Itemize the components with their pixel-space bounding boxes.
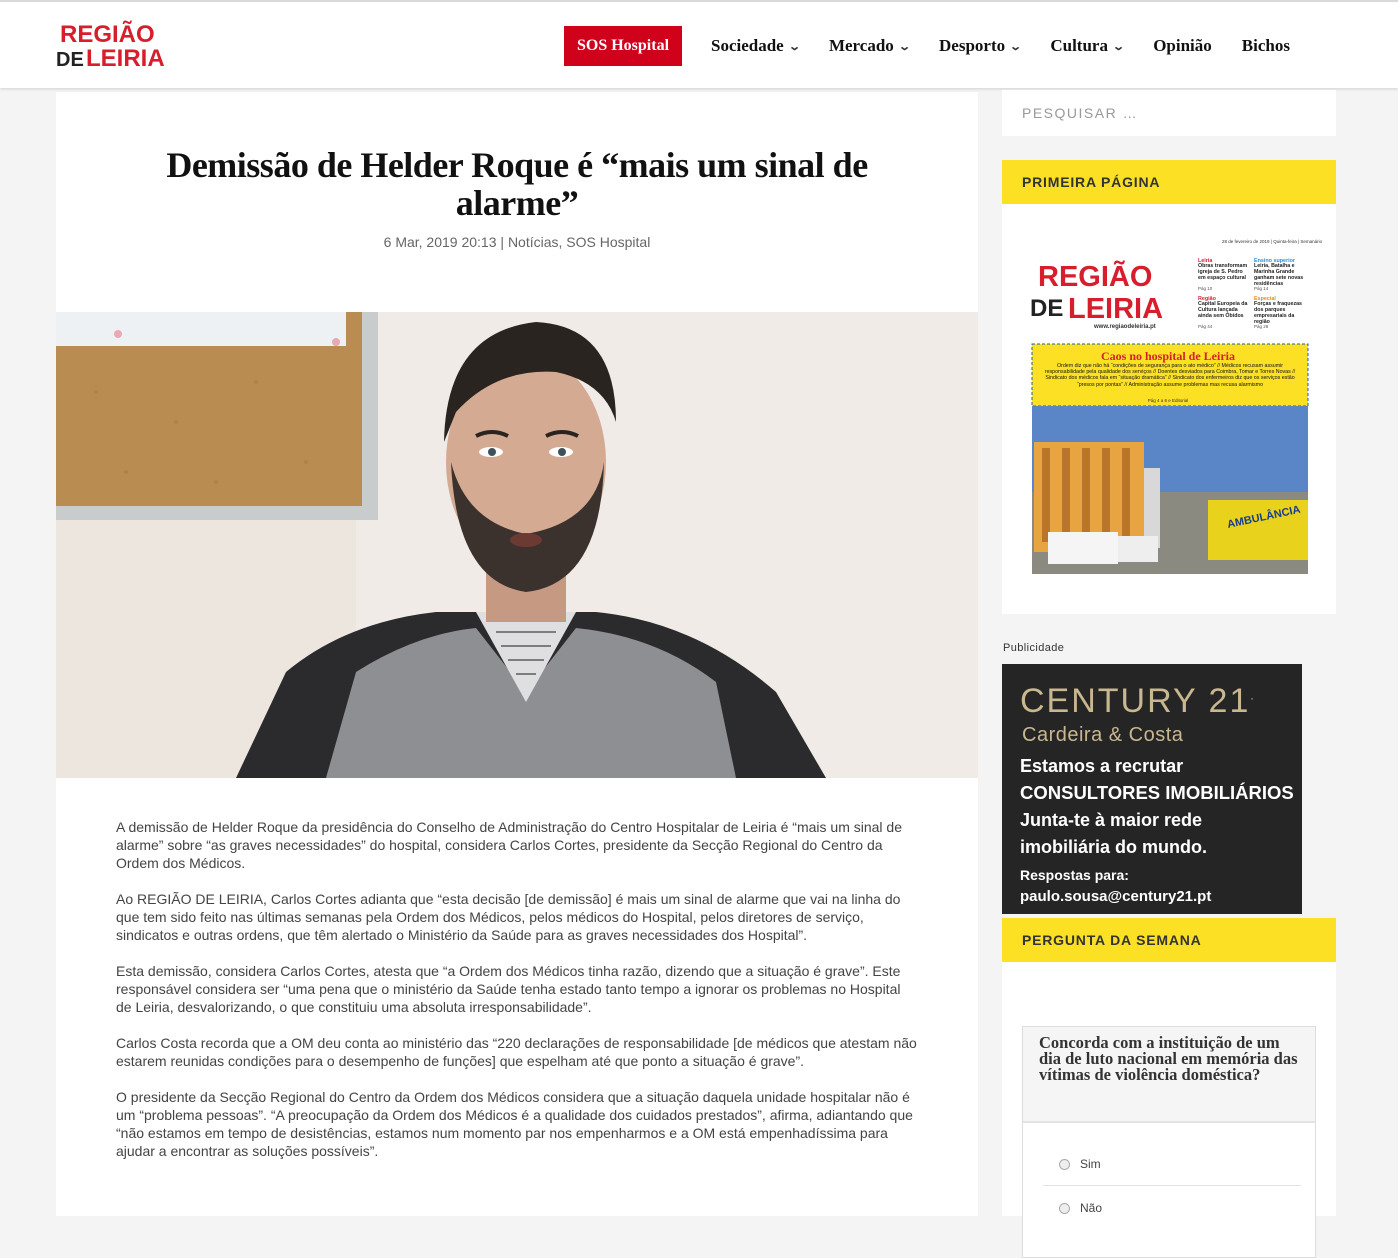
- ad-line: Junta-te à maior rede: [1020, 810, 1203, 830]
- teaser-tag: Região: [1198, 296, 1216, 302]
- article-body: [116, 818, 918, 1178]
- ad-line: Respostas para:: [1020, 867, 1129, 883]
- newspaper-cover-image: [1028, 232, 1323, 574]
- frontpage-url: www.regiaodeleiria.pt: [1094, 324, 1156, 330]
- chevron-down-icon: ⌄: [787, 40, 801, 53]
- article-photo: [56, 312, 978, 778]
- teaser-page: Pág 10: [1198, 286, 1213, 291]
- frontpage-page-ref: Pág 4 a 6 e Editorial: [1147, 398, 1189, 403]
- teaser-text: Leiria, Batalha e Marinha Grande ganham sete novas residências: [1254, 263, 1304, 287]
- teaser-text: Capital Europeia da Cultura lançada ainda sem Óbidos: [1198, 301, 1248, 319]
- nav-item-cultura[interactable]: [1050, 36, 1126, 56]
- article-paragraph: Ao REGIÃO DE LEIRIA, Carlos Cortes adianta que “esta decisão [de demissão] é mais um sinal de alarme que vai na linha do que tem sido feito nas últimas semanas pela Ordem dos Médicos, pelos médicos do Hospital, pelos diretores de serviço, sindicatos e outras ordens, que têm alertado o Ministério da Saúde para as graves necessidades dos Hospital”.: [116, 891, 901, 943]
- widget-title-poll: PERGUNTA DA SEMANA: [1002, 918, 1336, 962]
- article-title: Demissão de Helder Roque é “mais um sinal de alarme”: [166, 145, 868, 223]
- poll-option-label: Sim: [1080, 1157, 1101, 1171]
- nav-item-bichos[interactable]: [1242, 36, 1290, 56]
- ad-brand-mark: .: [1250, 688, 1256, 703]
- logo-regiao: REGIÃO: [60, 21, 155, 48]
- category-link-sos-hospital[interactable]: SOS Hospital: [566, 234, 651, 250]
- nav-label: Cultura: [1050, 36, 1108, 55]
- nav-item-sociedade[interactable]: [711, 36, 799, 56]
- article-paragraph: Carlos Costa recorda que a OM deu conta ao ministério das “220 declarações de responsabilidade [de médicos que atestam não estarem reunidas condições para o desempenho de funções] que espelham até que ponto a situação é grave”.: [116, 1035, 917, 1069]
- ad-email: paulo.sousa@century21.pt: [1020, 888, 1212, 905]
- ad-label: Publicidade: [1003, 642, 1065, 654]
- frontpage-ambulance-text: AMBULÂNCIA: [1226, 503, 1302, 531]
- nav-label: Mercado: [828, 36, 894, 55]
- teaser-text: Obras transformam igreja de S. Pedro em espaço cultural: [1198, 263, 1248, 281]
- search-box: [1002, 90, 1336, 136]
- frontpage-subtext: Ordem diz que não há “condições de segurança para o ato médico” // Médicos recusam assumir responsabilidade pela qualidade dos serviços // Doentes desviados para Coimbra, Tomar e Torres Novas // Sindicato dos médicos fala em “situação dramática” // Sindicato dos enfermeiros diz que os serviços estão “presos por pontas” // Administração assume problemas mas recusa alarmismo: [1044, 363, 1296, 388]
- frontpage-date: 28 de fevereiro de 2019 | Quinta-feira | Semanário: [1222, 239, 1323, 244]
- frontpage-masthead-de: DE: [1030, 295, 1064, 322]
- nav-item-opiniao[interactable]: [1153, 36, 1212, 56]
- teaser-page: Pág 44: [1198, 324, 1213, 329]
- meta-comma: ,: [558, 234, 563, 250]
- teaser-tag: Ensino superior: [1254, 258, 1296, 264]
- ad-brand-name: CENTURY 21: [1020, 682, 1251, 720]
- article: [56, 92, 978, 1216]
- frontpage-headline: Caos no hospital de Leiria: [1100, 349, 1236, 363]
- site-logo[interactable]: [56, 22, 186, 74]
- meta-separator: |: [500, 234, 505, 250]
- ad-agency: Cardeira & Costa: [1022, 724, 1184, 746]
- poll-option-nao[interactable]: [1059, 1201, 1102, 1215]
- century21-ad[interactable]: [1002, 664, 1302, 914]
- nav-item-desporto[interactable]: [939, 36, 1023, 56]
- article-paragraph: Esta demissão, considera Carlos Cortes, atesta que “a Ordem dos Médicos tinha razão, dizendo que a situação é grave”. Este responsável considera ser “uma pena que o ministério da Saúde tenha estado tanto tempo a ignorar os problemas no Hospital de Leiria, desvalorizando, o que constituiu uma absoluta irresponsabilidade”.: [116, 963, 901, 1015]
- ad-brand: [1020, 682, 1256, 721]
- ad-line: Estamos a recrutar: [1020, 756, 1184, 776]
- poll-question: Concorda com a instituição de um dia de luto nacional em memória das vítimas de violência doméstica?: [1023, 1027, 1315, 1123]
- nav-label: Desporto: [939, 36, 1006, 55]
- poll-option-sim[interactable]: [1059, 1157, 1101, 1171]
- site-header: [0, 0, 1398, 88]
- poll-box: [1022, 1026, 1316, 1258]
- chevron-down-icon: ⌄: [1009, 40, 1023, 53]
- widget-title-frontpage: PRIMEIRA PÁGINA: [1002, 160, 1336, 204]
- teaser-tag: Especial: [1254, 296, 1276, 302]
- divider: [1043, 1185, 1301, 1186]
- article-paragraph: A demissão de Helder Roque da presidência do Conselho de Administração do Centro Hospitalar de Leiria é “mais um sinal de alarme” sobre “as graves necessidades” do hospital, considera Carlos Cortes, presidente da Secção Regional do Centro da Ordem dos Médicos.: [116, 819, 902, 871]
- nav-label: Bichos: [1241, 36, 1290, 55]
- teaser-tag: Leiria: [1198, 258, 1213, 264]
- logo-de: DE: [56, 49, 84, 71]
- nav-item-mercado[interactable]: [829, 36, 909, 56]
- search-input[interactable]: [1002, 90, 1336, 136]
- article-meta: [56, 234, 978, 250]
- teaser-page: Pág 28: [1254, 324, 1269, 329]
- main-nav: [564, 26, 1290, 66]
- logo-leiria: LEIRIA: [86, 45, 165, 72]
- frontpage-cover[interactable]: [1028, 232, 1323, 574]
- nav-label: Opinião: [1153, 36, 1212, 55]
- frontpage-widget: [1002, 204, 1336, 614]
- teaser-text: Forças e fraquezas dos parques empresariais da região: [1254, 301, 1302, 325]
- nav-label: Sociedade: [711, 36, 784, 55]
- chevron-down-icon: ⌄: [897, 40, 911, 53]
- frontpage-masthead-leiria: LEIRIA: [1068, 293, 1164, 325]
- nav-sos-hospital[interactable]: SOS Hospital: [564, 26, 682, 66]
- teaser-page: Pág 14: [1254, 286, 1269, 291]
- article-paragraph: O presidente da Secção Regional do Centro da Ordem dos Médicos considera que a situação daquela unidade hospitalar não é um “problema pessoas”. “A preocupação da Ordem dos Médicos é a qualidade dos cuidados prestados”, afirma, adiantando que “não estamos em tempo de desistências, estamos num momento par nos empenharmos e a OM está empenhadíssima para ajudar a encontrar as soluções possíveis”.: [116, 1089, 913, 1159]
- radio-button[interactable]: [1059, 1159, 1070, 1170]
- article-date: 6 Mar, 2019 20:13: [383, 234, 497, 250]
- photo-man-speaking: [56, 312, 978, 778]
- chevron-down-icon: ⌄: [1112, 40, 1126, 53]
- poll-widget: [1002, 962, 1336, 1216]
- ad-line: CONSULTORES IMOBILIÁRIOS: [1020, 782, 1294, 803]
- ad-line: imobiliária do mundo.: [1020, 837, 1208, 857]
- poll-option-label: Não: [1080, 1201, 1103, 1215]
- frontpage-masthead-regiao: REGIÃO: [1038, 261, 1153, 293]
- category-link-noticias[interactable]: Notícias: [507, 234, 559, 250]
- radio-button[interactable]: [1059, 1203, 1070, 1214]
